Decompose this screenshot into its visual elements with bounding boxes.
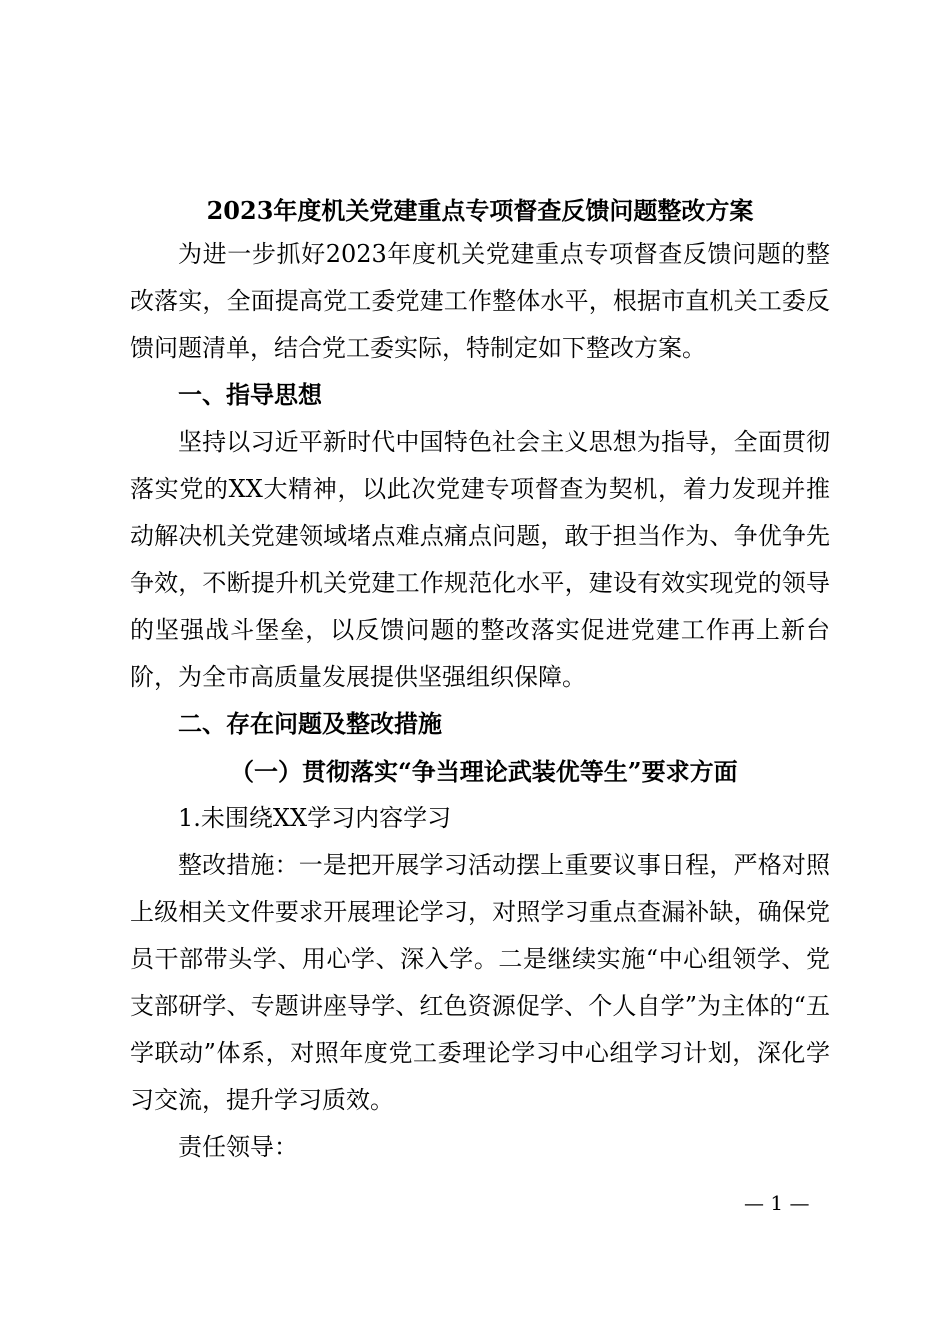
problem-item-1: 1.未围绕XX学习内容学习 (178, 804, 452, 832)
section-heading-problems-and-measures: 二、存在问题及整改措施 (178, 710, 442, 738)
section-heading-guiding-ideology: 一、指导思想 (178, 381, 322, 409)
guiding-ideology-paragraph: 坚持以习近平新时代中国特色社会主义思想为指导，全面贯彻落实党的XX大精神，以此次党建专项督查为契机，着力发现并推动解决机关党建领域堵点难点痛点问题，敢于担当作为、争优争先争效，不断提升机关党建工作规范化水平，建设有效实现党的领导的坚强战斗堡垒，以反馈问题的整改落实促进党建工作再上新台阶，为全市高质量发展提供坚强组织保障。 (130, 428, 830, 691)
rectification-measures-paragraph: 整改措施：一是把开展学习活动摆上重要议事日程，严格对照上级相关文件要求开展理论学习，对照学习重点查漏补缺，确保党员干部带头学、用心学、深入学。二是继续实施“中心组领学、党支部研学、专题讲座导学、红色资源促学、个人自学”为主体的“五学联动”体系，对照年度党工委理论学习中心组学习计划，深化学习交流，提升学习质效。 (130, 851, 830, 1114)
intro-paragraph: 为进一步抓好2023年度机关党建重点专项督查反馈问题的整改落实，全面提高党工委党建工作整体水平，根据市直机关工委反馈问题清单，结合党工委实际，特制定如下整改方案。 (130, 240, 830, 362)
subsection-heading-theory-study: （一）贯彻落实“争当理论武装优等生”要求方面 (230, 757, 738, 786)
responsible-leader-label: 责任领导： (178, 1133, 298, 1161)
page-number: — 1 — (744, 1191, 810, 1215)
document-body (130, 190, 830, 1171)
document-title: 2023年度机关党建重点专项督查反馈问题整改方案 (206, 196, 754, 225)
